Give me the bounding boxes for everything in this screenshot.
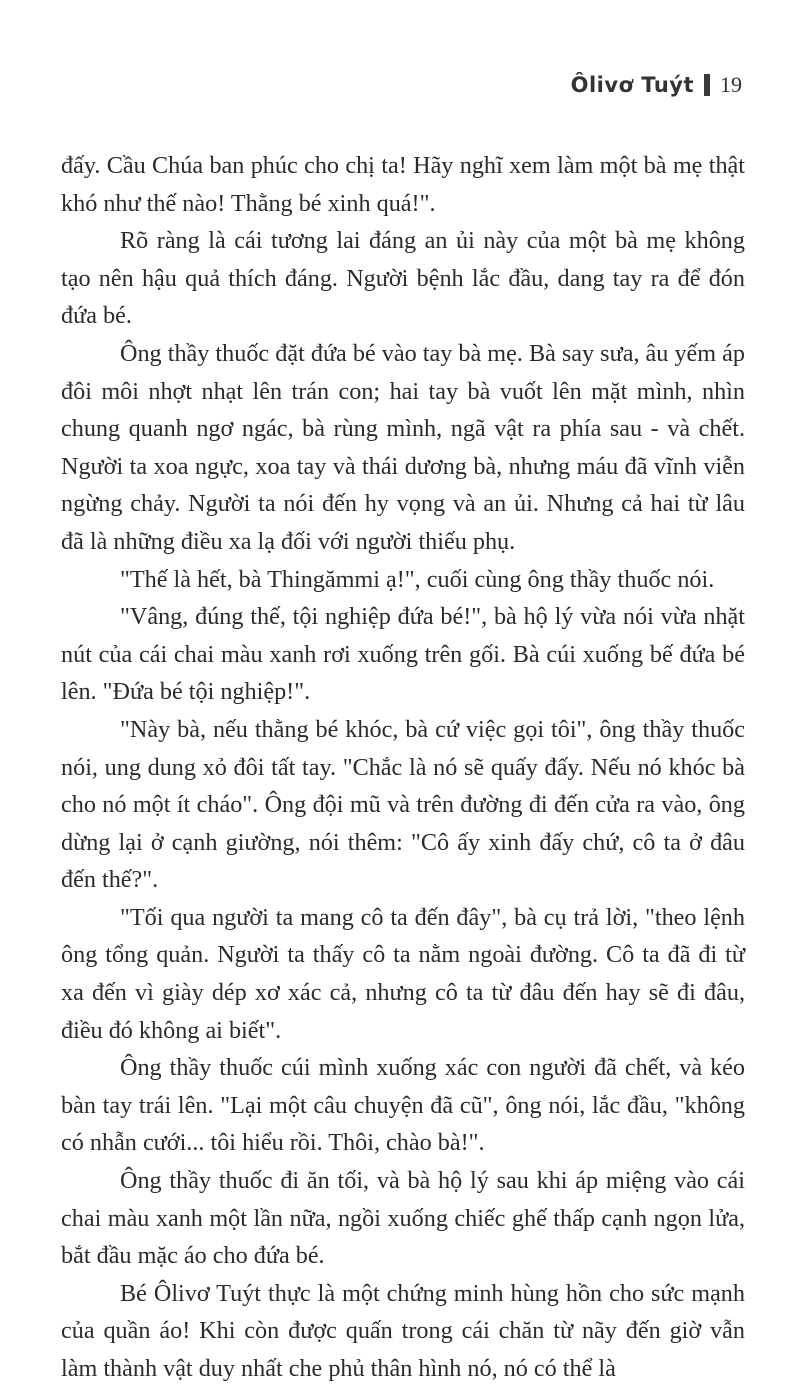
paragraph: Ông thầy thuốc đi ăn tối, và bà hộ lý sau khi áp miệng vào cái chai màu xanh một lần nữa, ngồi xuống chiếc ghế thấp cạnh ngọn lửa, bắt đầu mặc áo cho đứa bé. bbox=[61, 1167, 745, 1270]
page-number: 19 bbox=[720, 72, 742, 97]
running-header bbox=[571, 72, 742, 98]
paragraph: Rõ ràng là cái tương lai đáng an ủi này của một bà mẹ không tạo nên hậu quả thích đáng. Người bệnh lắc đầu, dang tay ra để đón đứa bé. bbox=[61, 227, 745, 330]
paragraph: "Tối qua người ta mang cô ta đến đây", bà cụ trả lời, "theo lệnh ông tổng quản. Người ta thấy cô ta nằm ngoài đường. Cô ta đã đi từ xa đến vì giày dép xơ xác cả, nhưng cô ta từ đâu đến hay sẽ đi đâu, điều đó không ai biết". bbox=[61, 903, 745, 1044]
paragraph: "Vâng, đúng thế, tội nghiệp đứa bé!", bà hộ lý vừa nói vừa nhặt nút của cái chai màu xanh rơi xuống trên gối. Bà cúi xuống bế đứa bé lên. "Đứa bé tội nghiệp!". bbox=[61, 603, 745, 706]
header-divider bbox=[704, 74, 710, 96]
book-title: Ôlivơ Tuýt bbox=[570, 73, 694, 97]
paragraph: "Thế là hết, bà Thingămmi ạ!", cuối cùng ông thầy thuốc nói. bbox=[120, 565, 715, 593]
paragraph: "Này bà, nếu thằng bé khóc, bà cứ việc gọi tôi", ông thầy thuốc nói, ung dung xỏ đôi tất tay. "Chắc là nó sẽ quấy đấy. Nếu nó khóc bà cho nó một ít cháo". Ông đội mũ và trên đường đi đến cửa ra vào, ông dừng lại ở cạnh giường, nói thêm: "Cô ấy xinh đấy chứ, cô ta ở đâu đến thế?". bbox=[61, 715, 745, 894]
paragraph: Ông thầy thuốc cúi mình xuống xác con người đã chết, và kéo bàn tay trái lên. "Lại một câu chuyện đã cũ", ông nói, lắc đầu, "không có nhẫn cưới... tôi hiểu rồi. Thôi, chào bà!". bbox=[61, 1054, 745, 1157]
body-text bbox=[61, 147, 745, 1388]
paragraph: Bé Ôlivơ Tuýt thực là một chứng minh hùng hồn cho sức mạnh của quần áo! Khi còn được quấn trong cái chăn từ nãy đến giờ vẫn làm thành vật duy nhất che phủ thân hình nó, nó có thể là bbox=[61, 1279, 745, 1382]
paragraph: đấy. Cầu Chúa ban phúc cho chị ta! Hãy nghĩ xem làm một bà mẹ thật khó như thế nào! Thằng bé xinh quá!". bbox=[61, 152, 745, 217]
paragraph: Ông thầy thuốc đặt đứa bé vào tay bà mẹ. Bà say sưa, âu yếm áp đôi môi nhợt nhạt lên trán con; hai tay bà vuốt lên mặt mình, nhìn chung quanh ngơ ngác, bà rùng mình, ngã vật ra phía sau - và chết. Người ta xoa ngực, xoa tay và thái dương bà, nhưng máu đã vĩnh viễn ngừng chảy. Người ta nói đến hy vọng và an ủi. Nhưng cả hai từ lâu đã là những điều xa lạ đối với người thiếu phụ. bbox=[61, 339, 745, 555]
